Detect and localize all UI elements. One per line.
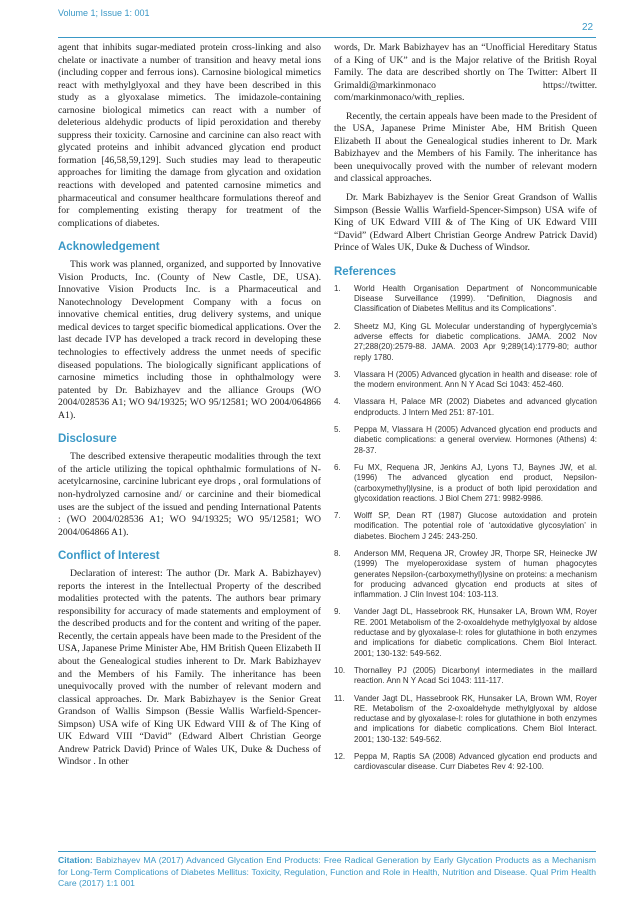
reference-text: Sheetz MJ, King GL Molecular understanding of hyperglycemia's adverse effects for diabetic complications. JAMA. 2002 Nov 27;288(20):2579-88. JAMA. 2003 Apr 9;289(14):1779-80; author reply 1780. <box>354 321 597 362</box>
reference-text: Wolff SP, Dean RT (1987) Glucose autoxidation and protein modification. The potential role of ‘autoxidative glycosylation’ in diabetes. Biochem J 245: 243-250. <box>354 511 597 541</box>
journal-volume-issue: Volume 1; Issue 1: 001 <box>58 8 150 18</box>
disclosure-text: The described extensive therapeutic modalities through the text of the article utilizing the topical ophthalmic formulations of N-acetylcarnosine, carcinine lubricant eye drops , oral formulations of non-hydrolyzed carnosine and/ or carcinine and their biomedical uses are the subject of the issued and pending International Patents : (WO 2004/028536 A1; WO 94/19325; WO 95/12581; WO 2004/064866 A1). <box>58 451 321 538</box>
reference-item <box>334 463 597 504</box>
reference-number: 3. <box>334 369 341 379</box>
reference-item <box>334 370 597 391</box>
header-divider <box>58 37 596 38</box>
reference-item <box>334 511 597 542</box>
body-paragraph: Recently, the certain appeals have been made to the President of the USA, Japanese Prime Minister Abe, HM British Queen Elizabeth II about the Genealogical studies inherent to Dr. Mark Babizhayev and the Members of his Family. The inheritance has been unequivocally proved with the number of relevant modern and classical approaches. <box>334 110 597 185</box>
reference-text: World Health Organisation Department of Noncommunicable Disease Surveillance (1999). “Definition, Diagnosis and Classification of Diabetes Mellitus and its Complications”. <box>354 283 597 314</box>
conflict-of-interest-heading: Conflict of Interest <box>58 550 160 563</box>
reference-item <box>334 607 597 658</box>
reference-number: 8. <box>334 548 341 558</box>
disclosure-heading: Disclosure <box>58 433 117 446</box>
reference-number: 4. <box>334 397 341 407</box>
body-paragraph: Dr. Mark Babizhayev is the Senior Great Grandson of Wallis Simpson (Bessie Wallis Warfield-Spencer-Simpson) USA wife of King of UK Edward VIII & of The King of UK Edward VIII “David” (Edward Albert Christian George Andrew Patrick David) Prince of Wales UK, Duke & Duchess of Windsor. <box>334 192 597 254</box>
reference-text: Vander Jagt DL, Hassebrook RK, Hunsaker LA, Brown WM, Royer RE. 2001 Metabolism of the 2-oxoaldehyde methylglyoxal by aldose reductase and by glyoxalase-I: roles for glutathione in both enzymes and implications for diabetic complications. Chem Biol Interact. 2001; 130-132: 549-562. <box>354 607 597 658</box>
reference-text: Fu MX, Requena JR, Jenkins AJ, Lyons TJ, Baynes JW, et al. (1996) The advanced glycation end product, Nepsilon-(carboxymethyl)lysine, is a product of both lipid peroxidation and glycoxidation reactions. J Biol Chem 271: 9982-9986. <box>354 462 597 503</box>
reference-item <box>334 322 597 363</box>
acknowledgement-heading: Acknowledgement <box>58 241 160 254</box>
reference-text: Vlassara H, Palace MR (2002) Diabetes and advanced glycation endproducts. J Intern Med 251: 87-101. <box>354 397 597 417</box>
reference-number: 7. <box>334 511 341 521</box>
citation-label: Citation: <box>58 855 93 865</box>
reference-item <box>334 549 597 600</box>
reference-text: Thornalley PJ (2005) Dicarbonyl intermediates in the maillard reaction. Ann N Y Acad Sci 1043: 111-117. <box>354 665 597 686</box>
reference-number: 6. <box>334 462 341 472</box>
citation-divider <box>58 851 596 852</box>
reference-item <box>334 752 597 773</box>
citation-text: Babizhayev MA (2017) Advanced Glycation End Products: Free Radical Generation by Early Glycation Products as a Mechanism for Long-Term Complications of Diabetes Mellitus: Toxicity, Regulation, Function and Role in Health, Nutrition and Disease. Qual Prim Health Care (2017) 1:1 001 <box>58 855 596 888</box>
reference-item <box>334 284 597 315</box>
acknowledgement-text: This work was planned, organized, and supported by Innovative Vision Products, Inc. (County of New Castle, DE, USA). Innovative Vision Products Inc. is a Pharmaceutical and Nanotechnology Development Company with a focus on innovative chemical entities, drug delivery systems, and unique medical devices to target specific biomedical applications. Over the last decade IVP has developed a track record in developing these technologies to effectively address the unmet needs of specific diseased populations. The biologically significant applications of carnosine mimetics including those in ophthalmology were patented by Dr. Babizhayev and the alliance Groups (WO 2004/028536 A1; WO 94/19325; WO 95/12581; WO 2004/064866 A1). <box>58 259 321 421</box>
reference-item <box>334 694 597 745</box>
reference-text: Peppa M, Vlassara H (2005) Advanced glycation end products and diabetic complications: a general overview. Hormones (Athens) 4: 28-37. <box>354 425 597 455</box>
reference-number: 2. <box>334 321 341 331</box>
left-column <box>58 42 321 769</box>
reference-number: 9. <box>334 607 341 617</box>
reference-list <box>334 284 597 773</box>
reference-text: Vlassara H (2005) Advanced glycation in health and disease: role of the modern environment. Ann N Y Acad Sci 1043: 452-460. <box>354 369 597 390</box>
reference-number: 5. <box>334 425 341 435</box>
reference-text: Anderson MM, Requena JR, Crowley JR, Thorpe SR, Heinecke JW (1999) The myeloperoxidase system of human phagocytes generates Nepsilon-(carboxymethyl)lysine on proteins: a mechanism for producing advanced glycation end products at sites of inflammation. J Clin Invest 104: 103-113. <box>354 548 597 600</box>
reference-item <box>334 397 597 418</box>
reference-item <box>334 666 597 687</box>
reference-number: 11. <box>334 693 345 703</box>
body-paragraph: agent that inhibits sugar-mediated protein cross-linking and also chelate or inactivate a number of transition and heavy metal ions (including copper and ferrous ions). Carnosine biological mimetics react with methylglyoxal and they have been described in this study as a glyoxalase mimetics. The imidazole-containing carnosine biological mimetics can react with a number of deleterious aldehydic products of lipid peroxidation and thereby suppress their toxicity. Carnosine and carcinine can also react with glycated proteins and inhibit advanced glycation end product formation [46,58,59,129]. Such studies may lead to therapeutic approaches for limiting the damage from glycation and oxidation reactions with developed and patented carnosine mimetics and pharmaceutical and consumer healthcare formulations thereof and for complementing existing therapy for treatment of the complications of diabetes. <box>58 42 321 229</box>
page-number: 22 <box>582 22 594 33</box>
reference-item <box>334 425 597 456</box>
reference-number: 1. <box>334 283 341 293</box>
reference-number: 10. <box>334 665 346 675</box>
conflict-of-interest-text: Declaration of interest: The author (Dr. Mark A. Babizhayev) reports the interest in the Intellectual Property of the described modalities protected with the patents. The authors bear primary responsibility for accuracy of made statements and employment of the described products and for the content and writing of the paper. Recently, the certain appeals have been made to the President of the USA, Japanese Prime Minister Abe, HM British Queen Elizabeth II about the Genealogical studies inherent to Dr. Mark Babizhayev and the Members of his Family. The inheritance has been unequivocally proved with the number of relevant modern and classical approaches. Dr. Mark Babizhayev is the Senior Great Grandson of Wallis Simpson (Bessie Wallis Warfield-Spencer-Simpson) USA wife of King UK Edward VIII & of The King of UK Edward VIII “David” (Edward Albert Christian George Andrew Patrick David) Prince of Wales UK, Duke & Duchess of Windsor . In other <box>58 568 321 768</box>
citation-footer <box>58 855 596 890</box>
right-column <box>334 42 597 780</box>
reference-text: Vander Jagt DL, Hassebrook RK, Hunsaker LA, Brown WM, Royer RE. Metabolism of the 2-oxoaldehyde methylglyoxal by aldose reductase and by glyoxalase-I: roles for glutathione in both enzymes and implications for diabetic complications. Chem Biol Interact. 2001; 130-132: 549-562. <box>354 693 597 744</box>
references-heading: References <box>334 265 397 278</box>
body-paragraph: words, Dr. Mark Babizhayev has an “Unofficial Hereditary Status of a King of UK” and is the Major relative of the British Royal Family. The data are described shortly on The Twitter: Albert II Grimaldi@markinmonaco https://twitter. com/markinmonaco/with_replies. <box>334 42 597 104</box>
reference-text: Peppa M, Raptis SA (2008) Advanced glycation end products and cardiovascular disease. Curr Diabetes Rev 4: 92-100. <box>354 752 597 772</box>
reference-number: 12. <box>334 752 346 762</box>
